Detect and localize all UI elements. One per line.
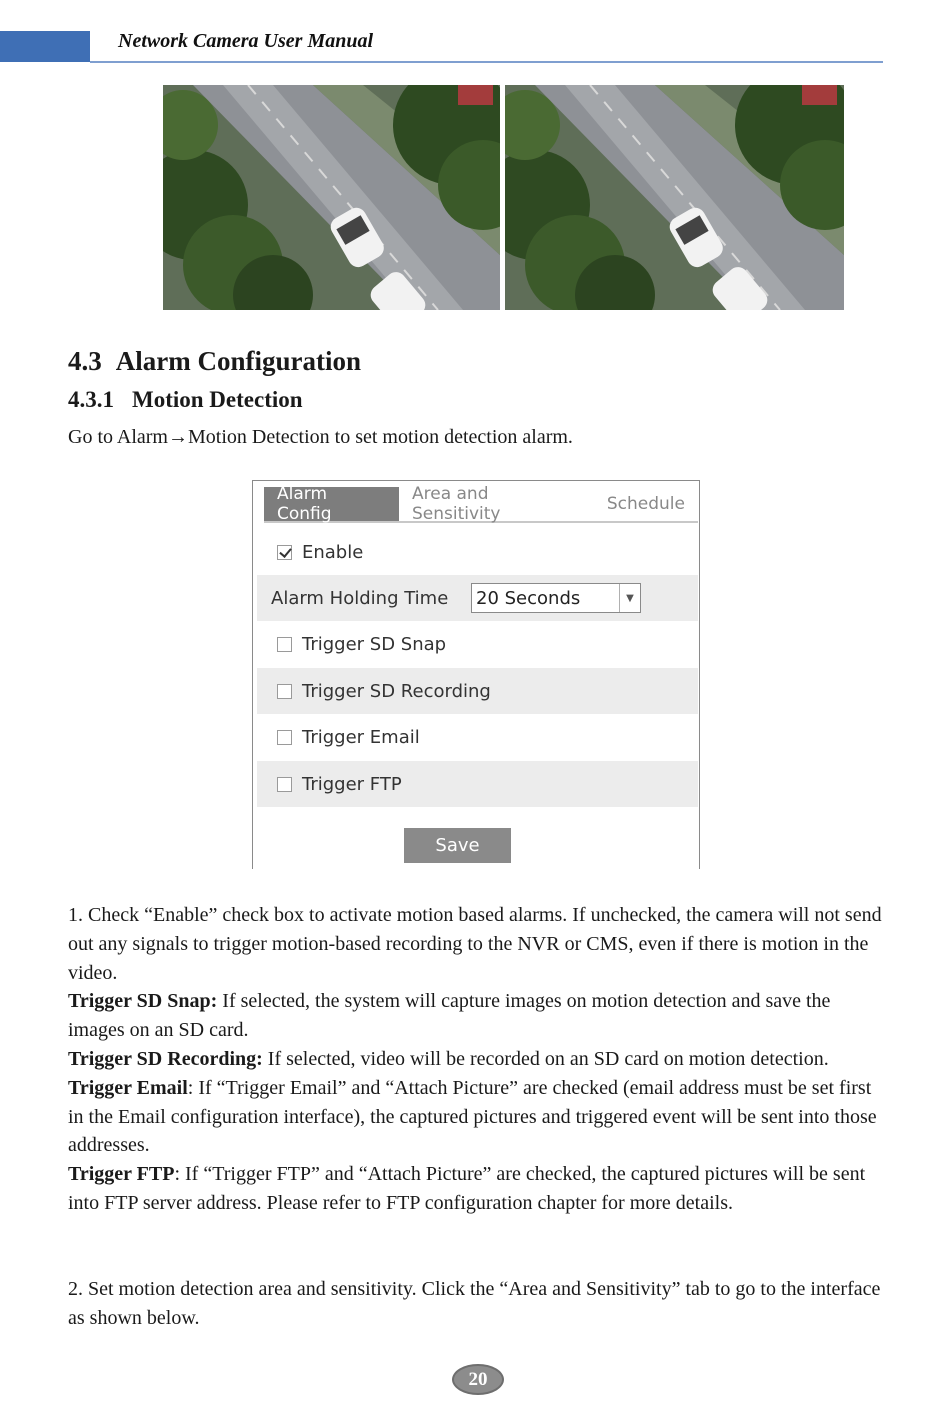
alarm-holding-time-value: 20 Seconds	[476, 587, 581, 609]
arrow-right-icon: →	[168, 426, 188, 448]
manual-header-title: Network Camera User Manual	[118, 30, 374, 52]
alarm-holding-time-row	[257, 575, 698, 621]
enable-checkbox[interactable]	[277, 545, 292, 560]
intro-text: Go to Alarm→Motion Detection to set motion detection alarm.	[68, 426, 573, 448]
paragraph-email: Trigger Email: If “Trigger Email” and “Attach Picture” are checked (email address must be set first in the Email configuration interface), the captured pictures and triggered event will be sent into those addresses.	[68, 1076, 877, 1157]
body-text-block	[68, 901, 883, 1218]
trigger-sd-snap-label: Trigger SD Snap	[302, 633, 447, 655]
save-button[interactable]: Save	[404, 828, 511, 863]
alarm-config-panel	[252, 480, 700, 869]
paragraph-ftp: Trigger FTP: If “Trigger FTP” and “Attach Picture” are checked, the captured pictures will be sent into FTP server address. Please refer to FTP configuration chapter for more details.	[68, 1163, 866, 1214]
trigger-ftp-checkbox[interactable]	[277, 777, 292, 792]
alarm-holding-time-select[interactable]	[471, 583, 641, 613]
header-rule	[90, 61, 883, 63]
paragraph-sd-snap: Trigger SD Snap: If selected, the system will capture images on motion detection and save the images on an SD card.	[68, 990, 831, 1042]
trigger-sd-snap-row	[257, 621, 698, 667]
trigger-email-row	[257, 714, 698, 760]
subsection-heading: 4.3.1 Motion Detection	[68, 387, 303, 412]
chevron-down-icon[interactable]: ▼	[619, 584, 640, 612]
trigger-email-checkbox[interactable]	[277, 730, 292, 745]
camera-snapshot-right	[505, 85, 844, 310]
trigger-sd-recording-checkbox[interactable]	[277, 684, 292, 699]
tab-alarm-config[interactable]: Alarm Config	[264, 487, 399, 521]
camera-snapshot-left	[163, 85, 500, 310]
trigger-ftp-label: Trigger FTP	[302, 773, 402, 795]
trigger-sd-recording-label: Trigger SD Recording	[302, 680, 491, 702]
enable-row	[257, 529, 698, 575]
enable-label: Enable	[302, 541, 364, 563]
tab-bar	[264, 484, 698, 524]
trigger-email-label: Trigger Email	[302, 726, 420, 748]
alarm-holding-time-label: Alarm Holding Time	[271, 587, 449, 609]
tab-schedule[interactable]: Schedule	[606, 494, 685, 514]
trigger-sd-recording-row	[257, 668, 698, 714]
section-heading: 4.3 Alarm Configuration	[68, 346, 361, 376]
paragraph-sd-recording: Trigger SD Recording: If selected, video will be recorded on an SD card on motion detection.	[68, 1047, 829, 1070]
trigger-sd-snap-checkbox[interactable]	[277, 637, 292, 652]
header-accent-bar	[0, 31, 90, 62]
page-number: 20	[452, 1364, 504, 1395]
trigger-ftp-row	[257, 761, 698, 807]
paragraph-area-sensitivity: 2. Set motion detection area and sensitivity. Click the “Area and Sensitivity” tab to go to the interface as shown below.	[68, 1278, 881, 1329]
paragraph-enable: 1. Check “Enable” check box to activate motion based alarms. If unchecked, the camera will not send out any signals to trigger motion-based recording to the NVR or CMS, even if there is motion in the video.	[68, 904, 882, 984]
tab-area-and-sensitivity[interactable]: Area and Sensitivity	[411, 484, 501, 524]
